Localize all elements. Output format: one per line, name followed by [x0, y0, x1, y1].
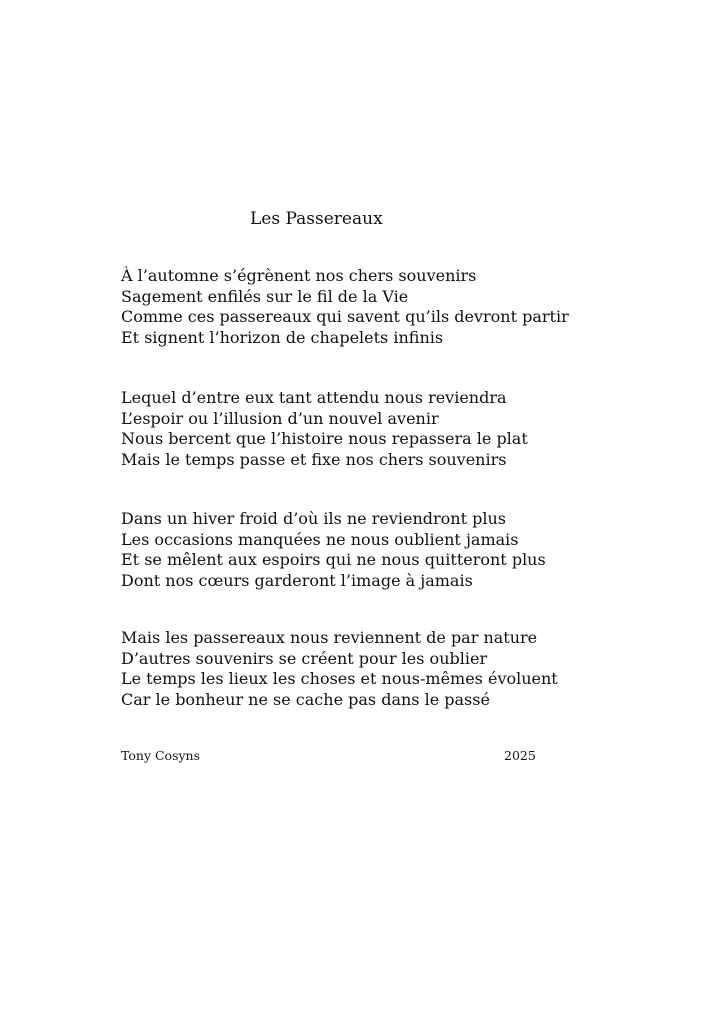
author-name: Tony Cosyns — [121, 748, 201, 763]
poem-line: Lequel d’entre eux tant attendu nous reviendra — [121, 388, 507, 407]
poem-line: Les occasions manquées ne nous oublient jamais — [121, 529, 519, 549]
stanza-4 — [121, 628, 558, 710]
poem-line: Dont nos cœurs garderont l’image à jamais — [121, 570, 473, 590]
poem-line: Comme ces passereaux qui savent qu’ils devront partir — [121, 307, 569, 326]
poem-line: Mais le temps passe et fixe nos chers souvenirs — [121, 449, 507, 469]
poem-line: Mais les passereaux nous reviennent de par nature — [121, 628, 538, 647]
poem-line: Le temps les lieux les choses et nous-mêmes évoluent — [121, 669, 558, 688]
stanza-1 — [121, 266, 569, 348]
poem-line: L’espoir ou l’illusion d’un nouvel avenir — [121, 408, 439, 428]
poem-line: D’autres souvenirs se créent pour les oublier — [121, 648, 488, 668]
poem-line: Sagement enfilés sur le fil de la Vie — [121, 286, 409, 306]
year: 2025 — [504, 748, 536, 763]
stanza-2 — [121, 388, 528, 470]
poem-title: Les Passereaux — [250, 209, 383, 229]
poem-line: À l’automne s’égrènent nos chers souvenirs — [121, 266, 477, 285]
poem-line: Et signent l’horizon de chapelets infinis — [121, 327, 444, 347]
poem-line: Nous bercent que l’histoire nous repassera le plat — [121, 429, 528, 448]
poem-line: Et se mêlent aux espoirs qui ne nous quitteront plus — [121, 550, 546, 569]
poem-line: Dans un hiver froid d’où ils ne reviendront plus — [121, 509, 506, 528]
poem-line: Car le bonheur ne se cache pas dans le passé — [121, 689, 490, 709]
stanza-3 — [121, 509, 546, 591]
